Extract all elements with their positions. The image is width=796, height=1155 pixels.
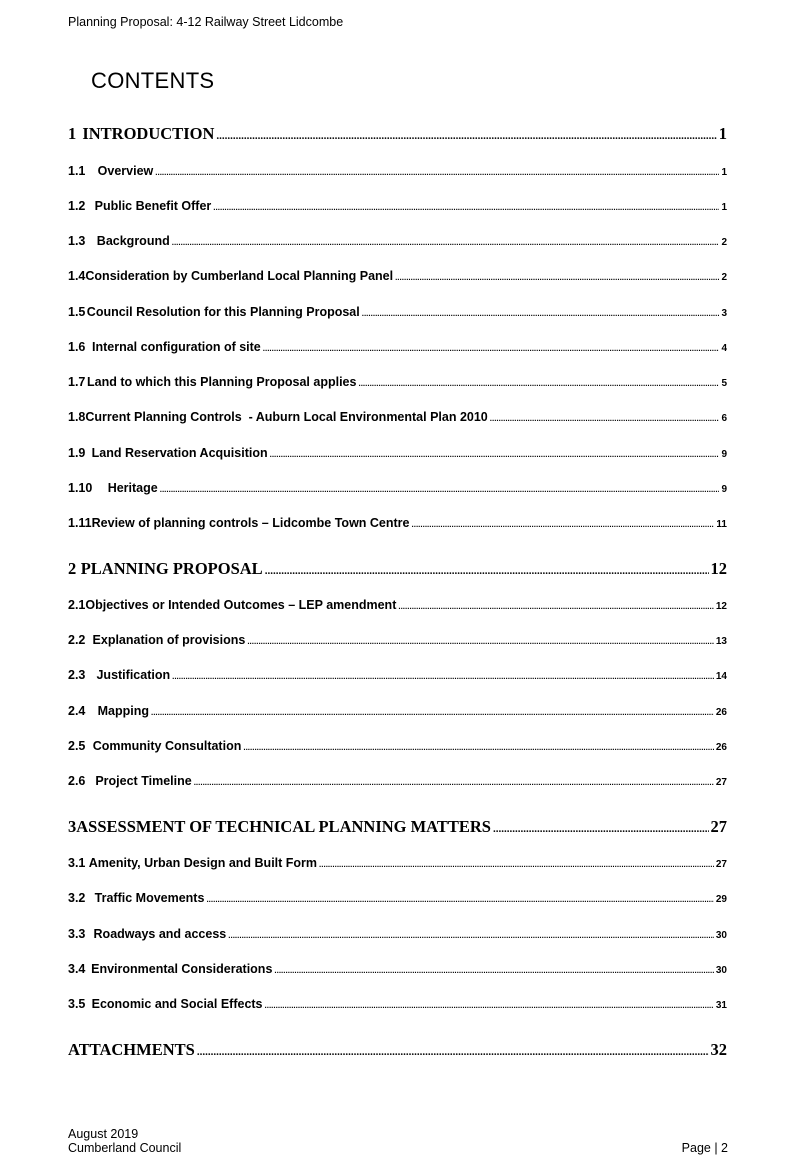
toc-page-number: 2 — [721, 237, 727, 248]
toc-label: Background — [96, 234, 170, 248]
dot-leader — [493, 823, 709, 835]
dot-leader — [358, 379, 719, 388]
toc-label: Amenity, Urban Design and Built Form — [88, 856, 318, 870]
toc-label: Economic and Social Effects — [91, 997, 263, 1011]
toc-entry-1-6[interactable] — [68, 340, 727, 354]
toc-entry-1-8[interactable] — [68, 410, 727, 424]
toc-number: 2.4 — [68, 704, 86, 718]
toc-label: Community Consultation — [92, 739, 242, 753]
toc-entry-2-1[interactable] — [68, 598, 727, 612]
toc-label: Traffic Movements — [94, 891, 205, 905]
dot-leader — [213, 203, 719, 212]
toc-page-number: 5 — [721, 378, 727, 389]
dot-leader — [319, 860, 714, 869]
toc-entry-3-4[interactable] — [68, 962, 727, 976]
toc-page-number: 1 — [721, 167, 727, 178]
toc-entry-2-4[interactable] — [68, 704, 727, 718]
toc-label: ASSESSMENT OF TECHNICAL PLANNING MATTERS — [76, 817, 491, 836]
toc-number: 1.3 — [68, 234, 86, 248]
toc-page-number: 2 — [721, 272, 727, 283]
toc-entry-2-2[interactable] — [68, 633, 727, 647]
toc-page-number: 12 — [715, 601, 727, 612]
running-header: Planning Proposal: 4-12 Railway Street Lidcombe — [68, 15, 344, 29]
toc-page-number: 29 — [715, 894, 727, 905]
toc-label: Current Planning Controls - Auburn Local Environmental Plan 2010 — [85, 410, 488, 424]
toc-label: Consideration by Cumberland Local Planning Panel — [85, 269, 394, 283]
toc-number: 1.8 — [68, 410, 86, 424]
toc-label: Objectives or Intended Outcomes – LEP amendment — [85, 598, 397, 612]
toc-label: Heritage — [107, 481, 158, 495]
toc-entry-3-2[interactable] — [68, 891, 727, 905]
footer-organisation: Cumberland Council — [68, 1141, 182, 1155]
toc-number: 3.2 — [68, 891, 86, 905]
dot-leader — [228, 931, 714, 940]
toc-page-number: 12 — [710, 559, 727, 578]
toc-page-number: 27 — [715, 859, 727, 870]
toc-label: Public Benefit Offer — [94, 199, 212, 213]
toc-entry-3-3[interactable] — [68, 927, 727, 941]
dot-leader — [151, 708, 714, 717]
dot-leader — [206, 895, 713, 904]
toc-entry-1-5[interactable] — [68, 305, 727, 319]
dot-leader — [172, 238, 720, 247]
toc-number: 1.6 — [68, 340, 86, 354]
toc-number: 2.5 — [68, 739, 86, 753]
toc-label: Project Timeline — [95, 774, 192, 788]
toc-page-number: 30 — [715, 965, 727, 976]
toc-page-number: 27 — [715, 777, 727, 788]
toc-number: 1 — [68, 124, 77, 143]
toc-label: Overview — [97, 164, 154, 178]
toc-entry-1-7[interactable] — [68, 375, 727, 389]
dot-leader — [490, 414, 720, 423]
toc-number: 2.3 — [68, 668, 86, 682]
toc-entry-1-4[interactable] — [68, 269, 727, 283]
dot-leader — [216, 130, 716, 142]
toc-entry-2[interactable] — [68, 559, 727, 579]
dot-leader — [265, 565, 709, 577]
toc-number: 3.5 — [68, 997, 86, 1011]
dot-leader — [243, 743, 714, 752]
toc-number: 2 — [68, 559, 77, 578]
toc-page-number: 14 — [715, 671, 727, 682]
toc-page-number: 26 — [715, 707, 727, 718]
dot-leader — [160, 485, 720, 494]
toc-page-number: 6 — [721, 413, 727, 424]
toc-label: INTRODUCTION — [82, 124, 215, 143]
dot-leader — [155, 168, 719, 177]
dot-leader — [362, 309, 720, 318]
toc-page-number: 13 — [715, 636, 727, 647]
toc-entry-1-1[interactable] — [68, 164, 727, 178]
toc-number: 1.9 — [68, 446, 86, 460]
toc-page-number: 9 — [721, 449, 727, 460]
dot-leader — [398, 602, 714, 611]
toc-entry-3-5[interactable] — [68, 997, 727, 1011]
toc-entry-attachments[interactable] — [68, 1040, 727, 1060]
toc-number: 1.1 — [68, 164, 86, 178]
dot-leader — [197, 1046, 709, 1058]
toc-page-number: 31 — [715, 1000, 727, 1011]
toc-page-number: 1 — [718, 124, 727, 143]
toc-page-number: 4 — [721, 343, 727, 354]
toc-label: Land Reservation Acquisition — [91, 446, 268, 460]
toc-entry-1-2[interactable] — [68, 199, 727, 213]
toc-page-number: 11 — [716, 519, 727, 530]
toc-number: 1.10 — [68, 481, 93, 495]
toc-number: 1.2 — [68, 199, 86, 213]
toc-number: 3.4 — [68, 962, 86, 976]
toc-number: 2.2 — [68, 633, 86, 647]
dot-leader — [172, 672, 714, 681]
toc-entry-2-5[interactable] — [68, 739, 727, 753]
dot-leader — [270, 450, 720, 459]
footer-date: August 2019 — [68, 1127, 139, 1141]
toc-number: 1.5 — [68, 305, 86, 319]
dot-leader — [263, 344, 720, 353]
toc-label: ATTACHMENTS — [68, 1040, 195, 1059]
toc-number: 2.1 — [68, 598, 86, 612]
toc-label: Mapping — [97, 704, 149, 718]
toc-label: Roadways and access — [93, 927, 227, 941]
toc-page-number: 26 — [715, 742, 727, 753]
dot-leader — [395, 273, 719, 282]
toc-entry-1-3[interactable] — [68, 234, 727, 248]
toc-entry-1-11[interactable] — [68, 516, 727, 530]
toc-entry-1-10[interactable] — [68, 481, 727, 495]
toc-entry-3[interactable] — [68, 817, 727, 837]
footer-page-number: Page | 2 — [681, 1141, 728, 1155]
toc-number: 2.6 — [68, 774, 86, 788]
toc-page-number: 3 — [721, 308, 727, 319]
toc-page-number: 1 — [721, 202, 727, 213]
toc-number: 1.7 — [68, 375, 86, 389]
toc-entry-2-3[interactable] — [68, 668, 727, 682]
toc-page-number: 30 — [715, 930, 727, 941]
dot-leader — [247, 637, 714, 646]
toc-page-number: 32 — [710, 1040, 727, 1059]
dot-leader — [274, 966, 713, 975]
toc-label: Explanation of provisions — [92, 633, 246, 647]
toc-label: PLANNING PROPOSAL — [80, 559, 263, 578]
dot-leader — [265, 1001, 714, 1010]
toc-label: Justification — [96, 668, 171, 682]
toc-label: Council Resolution for this Planning Proposal — [86, 305, 360, 319]
page-title: CONTENTS — [91, 68, 215, 93]
toc-label: Review of planning controls – Lidcombe Town Centre — [91, 516, 410, 530]
toc-page-number: 27 — [710, 817, 727, 836]
toc-number: 1.11 — [68, 516, 92, 530]
toc-label: Land to which this Planning Proposal applies — [86, 375, 357, 389]
toc-entry-1-9[interactable] — [68, 446, 727, 460]
toc-number: 1.4 — [68, 269, 86, 283]
toc-entry-2-6[interactable] — [68, 774, 727, 788]
toc-number: 3.1 — [68, 856, 86, 870]
toc-label: Environmental Considerations — [91, 962, 273, 976]
dot-leader — [194, 778, 714, 787]
toc-entry-1[interactable] — [68, 124, 727, 144]
toc-label: Internal configuration of site — [92, 340, 261, 354]
toc-number: 3.3 — [68, 927, 86, 941]
toc-number: 3 — [68, 817, 77, 836]
toc-page-number: 9 — [721, 484, 727, 495]
dot-leader — [412, 520, 715, 529]
toc-entry-3-1[interactable] — [68, 856, 727, 870]
